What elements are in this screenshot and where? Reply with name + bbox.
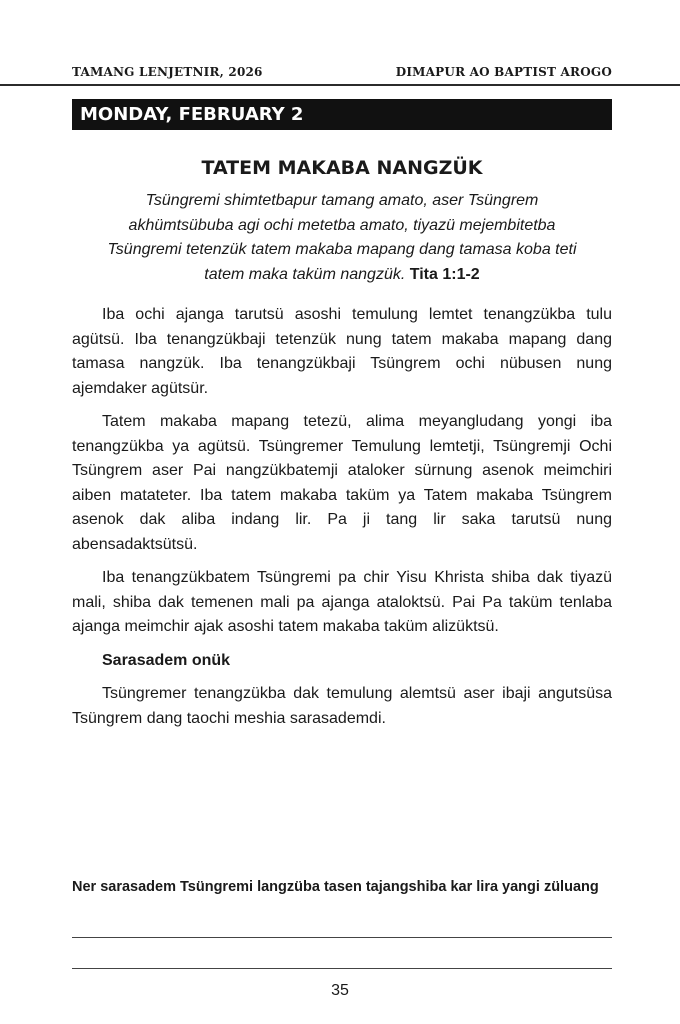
body-paragraph-1: Iba ochi ajanga tarutsü asoshi temulung lemtet tenangzükba tulu agütsü. Iba tenangzükbaji tetenzük nung tatem makaba mapang dang tamasa nangzük. Iba tenangzükbaji Tsüngrem ochi nübusen nung ajemdaker agütsür.: [72, 306, 612, 397]
header-divider: [0, 84, 680, 86]
running-header: [72, 65, 612, 79]
reflection-prompt: Ner sarasadem Tsüngremi langzüba tasen tajangshiba kar lira yangi züluang: [72, 879, 599, 895]
page-title: TATEM MAKABA NANGZÜK: [201, 157, 483, 179]
scripture-verse: [100, 189, 584, 287]
devotional-body: [72, 303, 612, 740]
writing-line-2: [72, 968, 612, 969]
body-paragraph-2: Tatem makaba mapang tetezü, alima meyangludang yongi iba tenangzükba ya agütsü. Tsüngremer Temulung lemtetji, Tsüngremji Ochi Tsüngrem aser Pai nangzükbatemji ataloker sürnung asenok meimchiri aiben matateter. Iba tatem makaba taküm ya Tatem makaba Tsüngrem asenok dak aliba indang lir. Pa ji tang lir saka tarutsü nung abensadaktsütsü.: [72, 413, 612, 553]
body-paragraph-3: Iba tenangzükbatem Tsüngremi pa chir Yisu Khrista shiba dak tiyazü mali, shiba dak temenen mali pa ajanga ataloktsü. Pai Pa taküm tenlaba ajanga meimchir ajak asoshi tatem makaba taküm alizüktsü.: [72, 569, 612, 635]
writing-line-1: [72, 937, 612, 938]
page-number: 35: [331, 982, 349, 999]
header-publisher: DIMAPUR AO BAPTIST AROGO: [395, 65, 612, 79]
header-publication-title: TAMANG LENJETNIR, 2026: [72, 65, 263, 79]
verse-reference: Tita 1:1-2: [409, 265, 480, 283]
prayer-heading: Sarasadem onük: [102, 651, 231, 669]
prayer-text: Tsüngremer tenangzükba dak temulung alemtsü aser ibaji angutsüsa Tsüngrem dang taochi meshia sarasademdi.: [72, 685, 612, 727]
verse-text: Tsüngremi shimtetbapur tamang amato, aser Tsüngrem akhümtsübuba agi ochi metetba amato, tiyazü mejembitetba Tsüngremi tetenzük tatem makaba mapang dang tamasa koba teti tatem maka taküm nangzük.: [107, 192, 577, 283]
date-banner: MONDAY, FEBRUARY 2: [72, 99, 612, 130]
